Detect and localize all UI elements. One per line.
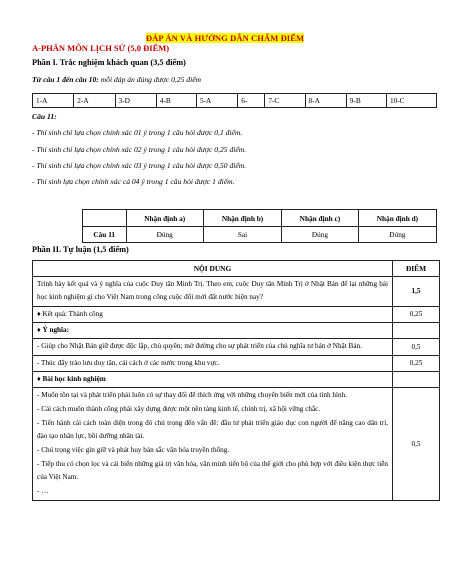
part1-heading: Phần I. Trắc nghiệm khách quan (3,5 điểm) xyxy=(32,58,186,67)
lesson-item: - Chú trọng việc gìn giữ và phát huy bản sắc văn hóa truyền thống. xyxy=(37,446,230,454)
lessons-text xyxy=(33,388,393,501)
table-header: Nhận định c) xyxy=(282,210,359,227)
table-cell: Câu 11 xyxy=(83,227,127,243)
table-header-row xyxy=(33,261,440,277)
score-cell xyxy=(393,372,440,388)
q11-answer-table xyxy=(82,209,437,243)
table-row xyxy=(33,277,440,307)
meaning-heading: ♦ Ý nghĩa: xyxy=(33,323,393,339)
q11-rule: - Thí sinh chỉ lựa chọn chính xác 02 ý trong 1 câu hỏi được 0,25 điểm. xyxy=(32,145,247,154)
table-row xyxy=(83,227,437,243)
q11-rule: - Thí sinh chỉ lựa chọn chính xác 03 ý trong 1 câu hỏi được 0,50 điểm. xyxy=(32,161,247,170)
table-row xyxy=(33,372,440,388)
table-row xyxy=(33,323,440,339)
lesson-item: - Cải cách muốn thành công phải xây dựng được một nền tảng kinh tế, chính trị, xã hội vững chắc. xyxy=(37,405,321,413)
table-cell: Đúng xyxy=(358,227,436,243)
document-title: ĐÁP ÁN VÀ HƯỚNG DẪN CHẤM ĐIỂM xyxy=(145,33,305,43)
lessons-heading: ♦ Bài học kinh nghiệm xyxy=(33,372,393,388)
lesson-item: - Tiếp thu có chọn lọc và cải biến những giá trị văn hóa, văn minh tiến bộ của thế giới cho phù hợp với điều kiện thực tiễn của Việt Nam. xyxy=(37,460,388,481)
meaning-text: - Giúp cho Nhật Bản giữ được độc lập, chủ quyền; mở đường cho sự phát triển của chủ nghĩa tư bản ở Nhật Bản. xyxy=(33,339,393,356)
answer-cell: 1-A xyxy=(33,94,74,108)
content-header: NỘI DUNG xyxy=(33,261,393,277)
answer-cell: 3-D xyxy=(115,94,156,108)
section-a-heading: A-PHÂN MÔN LỊCH SỬ (5,0 ĐIỂM) xyxy=(32,43,170,53)
answer-cell: 8-A xyxy=(305,94,346,108)
mc-answer-table xyxy=(32,93,437,108)
table-header: Nhận định b) xyxy=(203,210,281,227)
table-cell: Sai xyxy=(203,227,281,243)
table-cell: Đúng xyxy=(282,227,359,243)
score-cell: 1,5 xyxy=(393,277,440,307)
table-header: Nhận định d) xyxy=(358,210,436,227)
table-header xyxy=(83,210,127,227)
table-row xyxy=(33,339,440,356)
q11-label: Câu 11: xyxy=(32,112,57,121)
result-text: ♦ Kết quả: Thành công xyxy=(33,307,393,323)
table-header-row xyxy=(83,210,437,227)
score-cell: 0,25 xyxy=(393,356,440,372)
answer-cell: 9-B xyxy=(346,94,386,108)
essay-rubric-table xyxy=(32,260,440,501)
score-cell: 0,5 xyxy=(393,388,440,501)
lesson-item: - Tiến hành cải cách toàn diện trong đó chú trọng đến vấn đề: đầu tư phát triển giáo dục con người để nâng cao dân trí, đào tạo nhân lực, bồi dưỡng nhân tài. xyxy=(37,419,388,440)
part2-heading: Phần II. Tự luận (1,5 điểm) xyxy=(32,245,129,254)
lesson-item: - Muốn tồn tại và phát triển phải luôn có sự thay đổi để thích ứng với những chuyển biến mới của tình hình. xyxy=(37,391,347,399)
answer-cell: 2-A xyxy=(74,94,115,108)
lesson-item: - … xyxy=(37,487,49,495)
table-row xyxy=(33,356,440,372)
q11-rule: - Thí sinh lựa chọn chính xác cả 04 ý trong 1 câu hỏi được 1 điểm. xyxy=(32,177,235,186)
answer-cell: 6- xyxy=(238,94,265,108)
table-cell: Đúng xyxy=(126,227,203,243)
answer-cell: 7-C xyxy=(265,94,305,108)
part1-note: Từ câu 1 đến câu 10: mỗi đáp án đúng được 0,25 điểm xyxy=(32,75,202,84)
table-row xyxy=(33,307,440,323)
answer-cell: 10-C xyxy=(386,94,436,108)
answer-cell: 5-A xyxy=(196,94,237,108)
answer-cell: 4-B xyxy=(156,94,196,108)
meaning-text: - Thúc đẩy trào lưu duy tân, cải cách ở các nước trong khu vực. xyxy=(33,356,393,372)
score-cell xyxy=(393,323,440,339)
table-row xyxy=(33,94,437,108)
q11-rule: - Thí sinh chỉ lựa chọn chính xác 01 ý trong 1 câu hỏi được 0,1 điểm. xyxy=(32,128,243,137)
table-header: Nhận định a) xyxy=(126,210,203,227)
table-row xyxy=(33,388,440,501)
score-cell: 0,5 xyxy=(393,339,440,356)
score-cell: 0,25 xyxy=(393,307,440,323)
question-text: Trình bày kết quả và ý nghĩa của cuộc Duy tân Minh Trị. Theo em, cuộc Duy tân Minh Trị ở Nhật Bản để lại những bài học kinh nghiệm gì cho Việt Nam trong công cuộc đổi mới đất nước hiện nay? xyxy=(33,277,393,307)
score-header: ĐIỂM xyxy=(393,261,440,277)
